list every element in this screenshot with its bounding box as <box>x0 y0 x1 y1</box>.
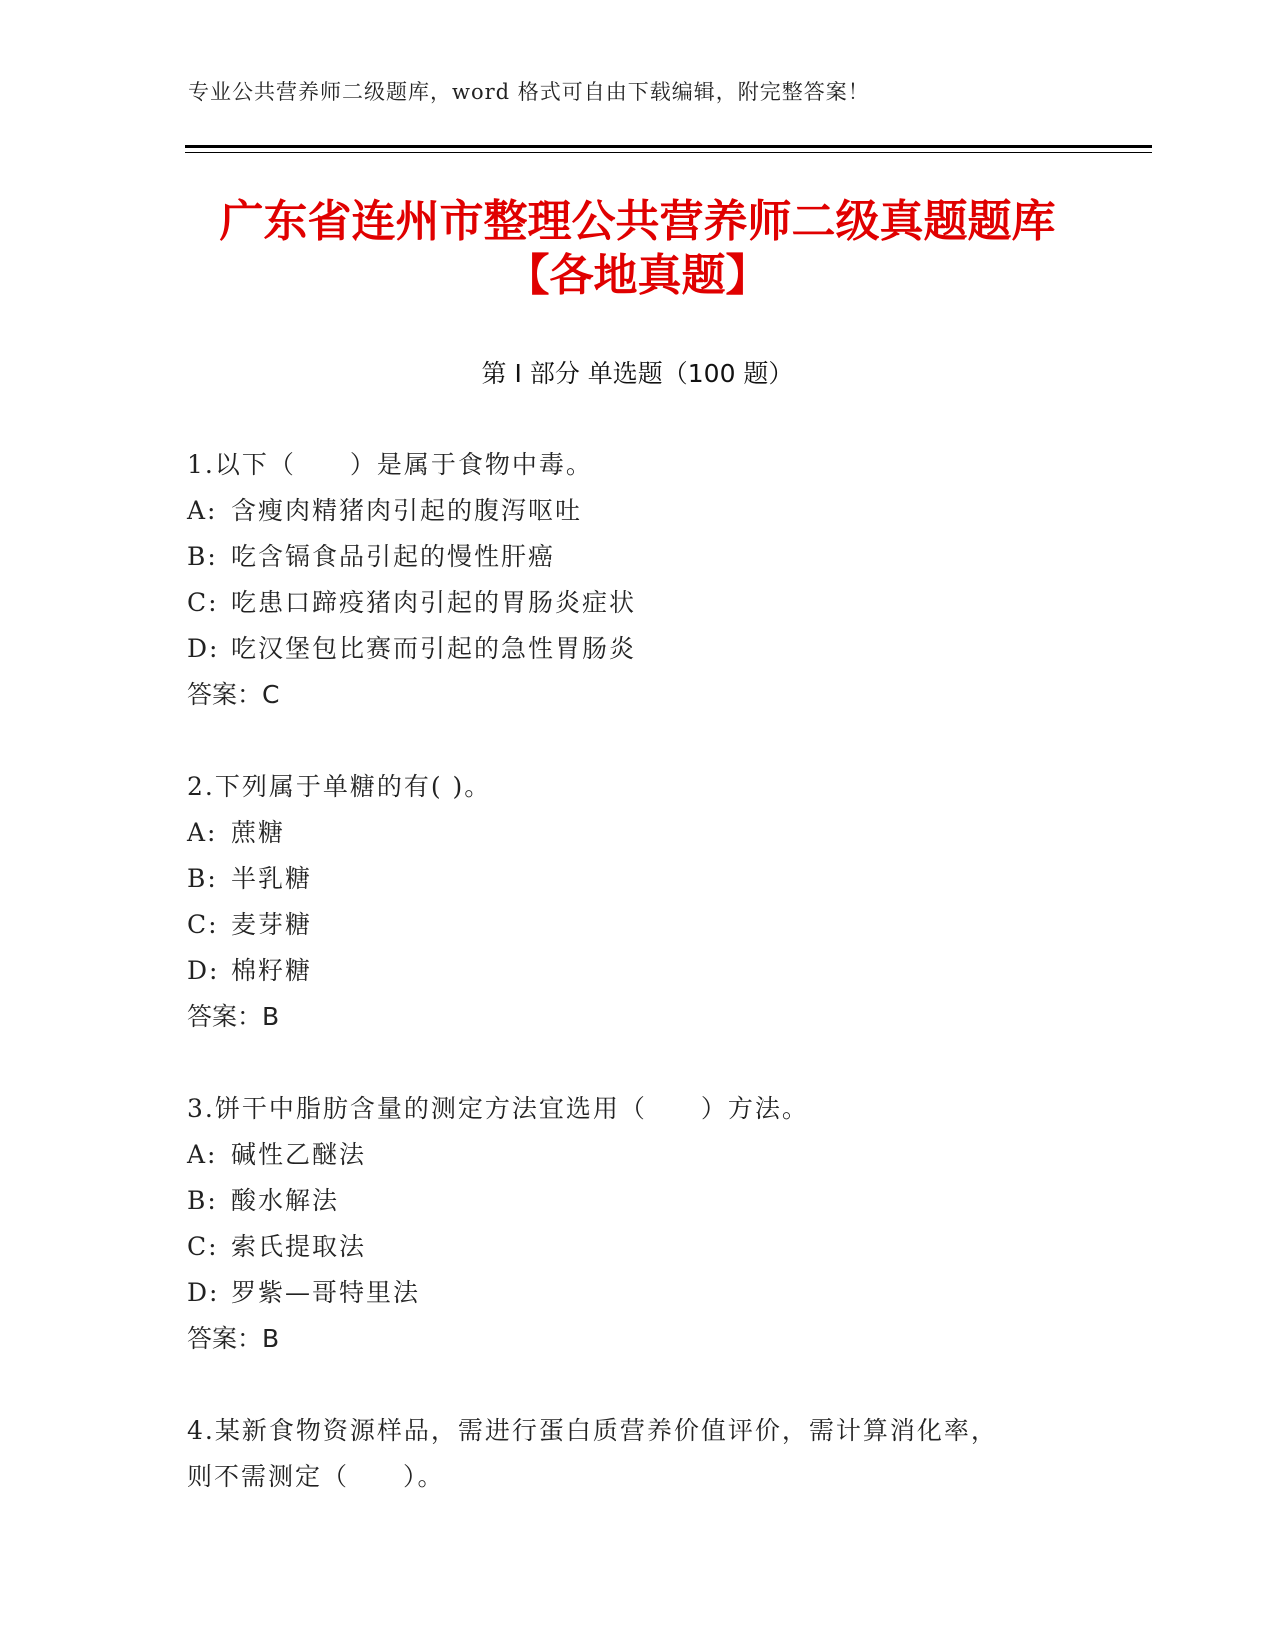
answer: 答案：B <box>187 1002 280 1031</box>
option-a <box>187 810 1087 856</box>
header-note: 专业公共营养师二级题库，word 格式可自由下载编辑，附完整答案！ <box>188 80 870 104</box>
option-label: C: <box>187 1232 219 1261</box>
option-a <box>187 488 1087 534</box>
option-text: 酸水解法 <box>231 1186 340 1215</box>
option-text: 蔗糖 <box>231 818 286 847</box>
option-a <box>187 1132 1087 1178</box>
header-rule-thin <box>185 152 1152 153</box>
option-text: 含瘦肉精猪肉引起的腹泻呕吐 <box>231 496 583 525</box>
question-list <box>187 442 1087 1546</box>
question-4 <box>187 1408 1087 1500</box>
option-text: 碱性乙醚法 <box>231 1140 367 1169</box>
option-label: A: <box>187 818 218 847</box>
option-b <box>187 856 1087 902</box>
option-label: C: <box>187 910 219 939</box>
option-label: B: <box>187 1186 218 1215</box>
question-stem: 1.以下（ ）是属于食物中毒。 <box>187 450 593 479</box>
title-line-2: 【各地真题】 <box>505 250 770 301</box>
question-stem-line-2: 则不需测定（ ）。 <box>187 1462 445 1491</box>
question-stem-line-1: 4.某新食物资源样品，需进行蛋白质营养价值评价，需计算消化率， <box>187 1416 998 1445</box>
option-d <box>187 948 1087 994</box>
question-stem: 3.饼干中脂肪含量的测定方法宜选用（ ）方法。 <box>187 1094 809 1123</box>
option-label: A: <box>187 496 218 525</box>
option-label: D: <box>187 956 220 985</box>
option-text: 麦芽糖 <box>231 910 313 939</box>
option-c <box>187 902 1087 948</box>
option-text: 吃汉堡包比赛而引起的急性胃肠炎 <box>231 634 637 663</box>
option-b <box>187 534 1087 580</box>
question-3 <box>187 1086 1087 1362</box>
option-label: D: <box>187 634 220 663</box>
header-rule-thick <box>185 145 1152 148</box>
option-b <box>187 1178 1087 1224</box>
option-text: 棉籽糖 <box>231 956 313 985</box>
question-1 <box>187 442 1087 718</box>
option-label: A: <box>187 1140 218 1169</box>
option-label: B: <box>187 542 218 571</box>
option-label: C: <box>187 588 219 617</box>
section-heading: 第 I 部分 单选题（100 题） <box>481 359 794 388</box>
answer: 答案：B <box>187 1324 280 1353</box>
title-line-1: 广东省连州市整理公共营养师二级真题题库 <box>219 196 1056 247</box>
option-text: 吃患口蹄疫猪肉引起的胃肠炎症状 <box>231 588 637 617</box>
option-label: D: <box>187 1278 220 1307</box>
option-d <box>187 1270 1087 1316</box>
question-stem: 2.下列属于单糖的有( )。 <box>187 772 492 801</box>
option-text: 半乳糖 <box>231 864 313 893</box>
option-label: B: <box>187 864 218 893</box>
option-c <box>187 1224 1087 1270</box>
option-c <box>187 580 1087 626</box>
option-d <box>187 626 1087 672</box>
document-title <box>0 195 1275 303</box>
option-text: 索氏提取法 <box>231 1232 367 1261</box>
answer: 答案：C <box>187 680 280 709</box>
option-text: 罗紫—哥特里法 <box>231 1278 421 1307</box>
option-text: 吃含镉食品引起的慢性肝癌 <box>231 542 556 571</box>
question-2 <box>187 764 1087 1040</box>
